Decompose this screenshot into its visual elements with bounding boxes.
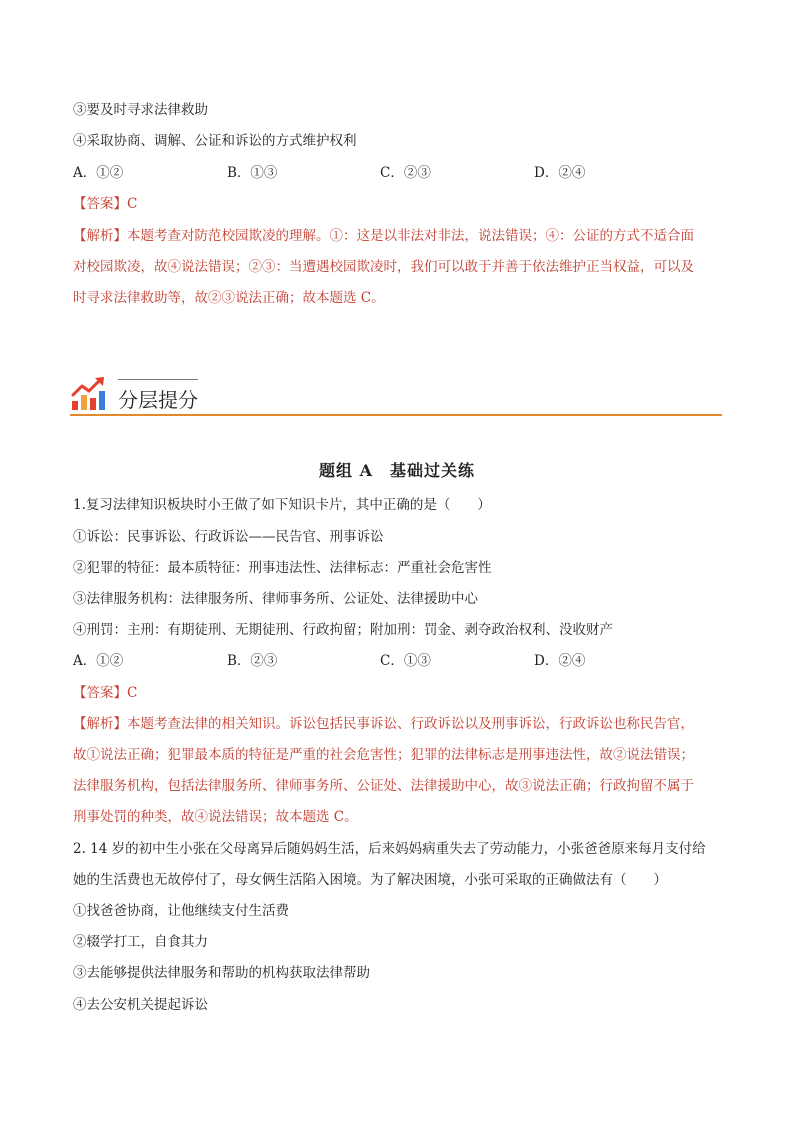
question-1-item-2: ②犯罪的特征：最本质特征：刑事违法性、法律标志：严重社会危害性 bbox=[73, 560, 492, 576]
question-1-item-1: ①诉讼：民事诉讼、行政诉讼——民告官、刑事诉讼 bbox=[73, 529, 384, 545]
question-1-answer bbox=[73, 683, 724, 703]
option-c: C．①③ bbox=[380, 653, 431, 669]
question-1-analysis-line-4: 刑事处罚的种类，故④说法错误；故本题选 C。 bbox=[73, 809, 358, 825]
group-title: 题组 A 基础过关练 bbox=[319, 461, 475, 480]
analysis-text: 本题考查对防范校园欺凌的理解。①：这是以非法对非法，说法错误；④：公证的方式不适合面 bbox=[127, 228, 694, 244]
section-title: 分层提分 bbox=[118, 388, 198, 412]
section-overline bbox=[118, 379, 198, 380]
answer-tag: 【答案】 bbox=[73, 196, 127, 212]
option-b: B．②③ bbox=[227, 653, 278, 669]
prev-question-analysis-line-1 bbox=[73, 226, 724, 246]
question-2-item-1: ①找爸爸协商，让他继续支付生活费 bbox=[73, 903, 289, 919]
option-a: A．①② bbox=[73, 653, 124, 669]
question-1-item-4: ④刑罚：主刑：有期徒刑、无期徒刑、行政拘留；附加刑：罚金、剥夺政治权利、没收财产 bbox=[73, 622, 613, 638]
question-2-item-3: ③去能够提供法律服务和帮助的机构获取法律帮助 bbox=[73, 965, 370, 981]
question-2-stem-line-2: 她的生活费也无故停付了，母女俩生活陷入困境。为了解决困境，小张可采取的正确做法有（ ） bbox=[73, 872, 667, 888]
analysis-tag: 【解析】 bbox=[73, 228, 127, 244]
prev-question-item-3: ③要及时寻求法律救助 bbox=[73, 102, 208, 118]
analysis-text: 本题考查法律的相关知识。诉讼包括民事诉讼、行政诉讼以及刑事诉讼，行政诉讼也称民告官， bbox=[127, 716, 694, 732]
question-2-item-2: ②辍学打工，自食其力 bbox=[73, 934, 208, 950]
answer-tag: 【答案】 bbox=[73, 685, 127, 701]
prev-question-answer bbox=[73, 194, 724, 214]
growth-chart-icon bbox=[70, 374, 108, 412]
option-c: C．②③ bbox=[380, 165, 431, 181]
answer-value: C bbox=[127, 196, 138, 212]
question-2-item-4: ④去公安机关提起诉讼 bbox=[73, 997, 208, 1013]
section-header bbox=[70, 372, 722, 416]
question-1-item-3: ③法律服务机构：法律服务所、律师事务所、公证处、法律援助中心 bbox=[73, 591, 478, 607]
question-1-analysis-line-3: 法律服务机构，包括法律服务所、律师事务所、公证处、法律援助中心，故③说法正确；行政拘留不属于 bbox=[73, 778, 694, 794]
question-1-analysis-line-2: 故①说法正确；犯罪最本质的特征是严重的社会危害性；犯罪的法律标志是刑事违法性，故②说法错误； bbox=[73, 747, 694, 763]
prev-question-item-4: ④采取协商、调解、公证和诉讼的方式维护权利 bbox=[73, 133, 357, 149]
option-d: D．②④ bbox=[534, 653, 586, 669]
prev-question-analysis-line-2: 对校园欺凌，故④说法错误；②③：当遭遇校园欺凌时，我们可以敢于并善于依法维护正当权益，可以及 bbox=[73, 259, 694, 275]
section-rule bbox=[70, 414, 722, 416]
question-1-stem: 1.复习法律知识板块时小王做了如下知识卡片，其中正确的是（ ） bbox=[73, 497, 491, 513]
answer-value: C bbox=[127, 685, 138, 701]
option-b: B．①③ bbox=[227, 165, 278, 181]
option-a: A．①② bbox=[73, 165, 124, 181]
option-d: D．②④ bbox=[534, 165, 586, 181]
prev-question-analysis-line-3: 时寻求法律救助等，故②③说法正确；故本题选 C。 bbox=[73, 290, 385, 306]
analysis-tag: 【解析】 bbox=[73, 716, 127, 732]
question-2-stem-line-1: 2. 14 岁的初中生小张在父母离异后随妈妈生活，后来妈妈病重失去了劳动能力，小张爸爸原来每月支付给 bbox=[73, 841, 706, 857]
question-1-analysis-line-1 bbox=[73, 714, 724, 734]
